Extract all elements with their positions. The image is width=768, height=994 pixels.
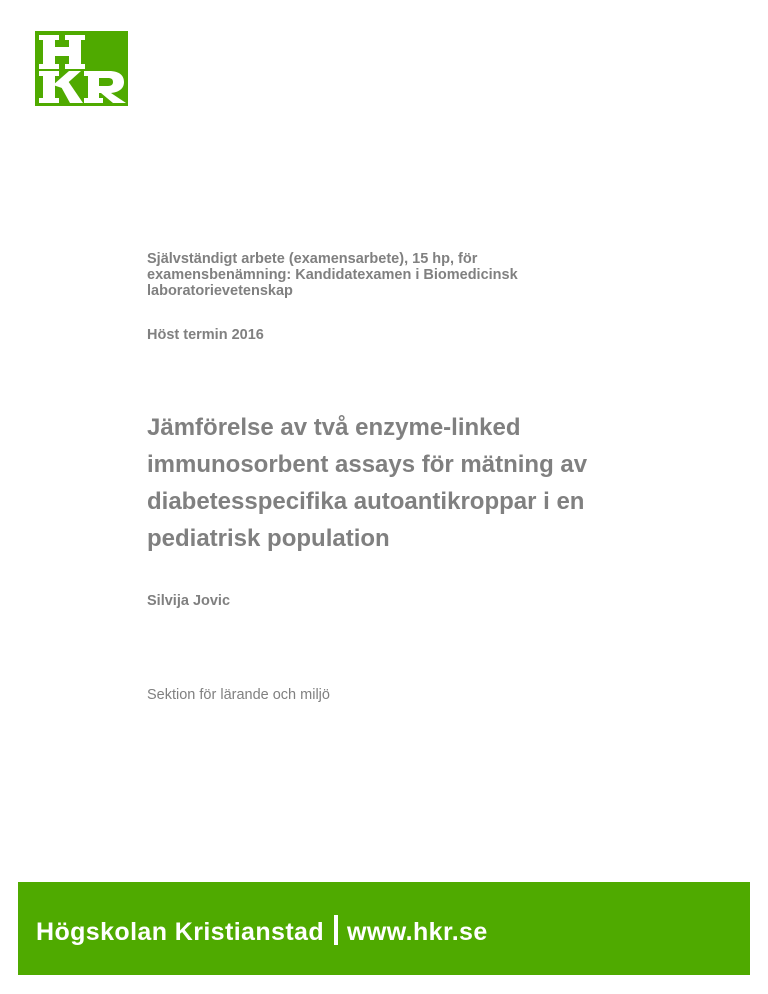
title-line: diabetesspecifika autoantikroppar i en xyxy=(147,488,585,515)
title-line: pediatrisk population xyxy=(147,525,390,552)
institution-name: Högskolan Kristianstad xyxy=(36,917,325,946)
meta-line: laboratorievetenskap xyxy=(147,283,293,299)
title-line: Jämförelse av två enzyme-linked xyxy=(147,414,521,441)
author-name: Silvija Jovic xyxy=(147,593,231,609)
term: Höst termin 2016 xyxy=(147,327,264,343)
footer-banner xyxy=(18,882,750,975)
thesis-description xyxy=(147,251,667,299)
hkr-logo xyxy=(35,31,128,106)
footer-text xyxy=(36,915,488,947)
thesis-title xyxy=(147,409,707,557)
website-url[interactable]: www.hkr.se xyxy=(347,917,488,946)
footer-separator xyxy=(334,915,338,945)
section-name: Sektion för lärande och miljö xyxy=(147,687,330,703)
title-line: immunosorbent assays för mätning av xyxy=(147,451,588,478)
meta-line: Självständigt arbete (examensarbete), 15 hp, för xyxy=(147,251,478,267)
meta-line: examensbenämning: Kandidatexamen i Biomedicinsk xyxy=(147,267,518,283)
